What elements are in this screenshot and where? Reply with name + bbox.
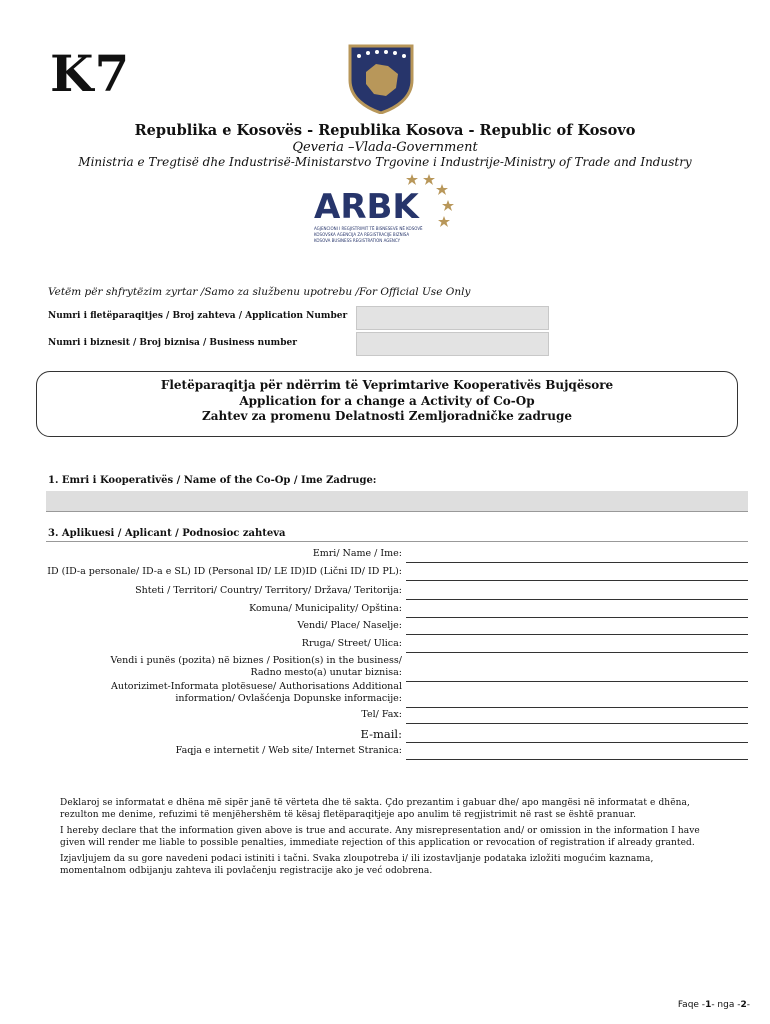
form-code: K7 <box>50 44 131 103</box>
field-label-country: Shteti / Territori/ Country/ Territory/ Država/ Teritorija: <box>135 585 402 596</box>
page-footer <box>678 1000 750 1010</box>
government-header: Qeveria –Vlada-Government <box>292 140 478 155</box>
arbk-line3: KOSOVA BUSINESS REGISTRATION AGENCY <box>314 238 401 243</box>
field-line-name[interactable] <box>406 562 748 563</box>
official-use-note: Vetëm për shfrytëzim zyrtar /Samo za službenu upotrebu /For Official Use Only <box>48 286 471 298</box>
footer-mid: - nga - <box>711 1000 741 1010</box>
footer-page-number: 1 <box>705 1000 712 1010</box>
field-line-tel[interactable] <box>406 723 748 724</box>
coop-name-field[interactable] <box>46 491 748 512</box>
field-label-authorisations-2: information/ Ovlašćenja Dopunske informacije: <box>175 693 402 704</box>
field-line-id[interactable] <box>406 580 748 581</box>
form-title-en: Application for a change a Activity of Co-Op <box>239 393 535 408</box>
arbk-acronym: ARBK <box>314 187 419 227</box>
arbk-logo <box>312 170 462 250</box>
declaration-en: I hereby declare that the information given above is true and accurate. Any misrepresentation and/ or omission in the information I have given will render me liable to possible penalties, immediate rejection of this application or revocation of registration if already granted. <box>60 826 700 848</box>
field-line-municipality[interactable] <box>406 617 748 618</box>
field-label-place: Vendi/ Place/ Naselje: <box>297 620 402 631</box>
field-label-position: Vendi i punës (pozita) në biznes / Position(s) in the business/ <box>110 655 402 666</box>
section1-label: 1. Emri i Kooperativës / Name of the Co-Op / Ime Zadruge: <box>48 475 377 486</box>
declaration <box>60 797 720 881</box>
declaration-sq: Deklaroj se informatat e dhëna më sipër janë të vërteta dhe të sakta. Çdo prezantim i gabuar dhe/ apo mangësi në informatat e dhëna, rezulton me denime, refuzimi të menjëhershëm të kësaj fletëparaqitjeje apo anulim të regjistrimit në rast se është pranuar. <box>60 798 690 820</box>
field-label-tel: Tel/ Fax: <box>361 709 402 720</box>
arbk-line2: KOSOVSKA AGENCIJA ZA REGISTRACIJE BIZNISA <box>314 232 410 237</box>
field-line-street[interactable] <box>406 652 748 653</box>
field-label-municipality: Komuna/ Municipality/ Opština: <box>249 603 402 614</box>
field-label-street: Rruga/ Street/ Ulica: <box>301 638 402 649</box>
field-label-position-2: Radno mesto(a) unutar biznisa: <box>250 667 402 678</box>
republic-header: Republika e Kosovës - Republika Kosova - Republic of Kosovo <box>134 122 636 139</box>
field-line-country[interactable] <box>406 599 748 600</box>
field-label-name: Emri/ Name / Ime: <box>312 548 402 559</box>
declaration-sr: Izjavljujem da su gore navedeni podaci istiniti i tačni. Svaka zloupotreba i/ ili izostavljanje podataka izložiti mogućim kaznama, momentalnom odbijanju zahteva ili povlačenju registracije ako je već odobrena. <box>60 854 654 876</box>
section3-label: 3. Aplikuesi / Aplicant / Podnosioc zahteva <box>48 528 286 539</box>
kosovo-coat-of-arms-icon <box>346 42 416 114</box>
business-number-label: Numri i biznesit / Broj biznisa / Business number <box>48 338 297 348</box>
form-title-box <box>36 371 738 437</box>
field-label-id: ID (ID-a personale/ ID-a e SL) ID (Personal ID/ LE ID)ID (Lični ID/ ID PL): <box>47 566 402 577</box>
application-number-field[interactable] <box>356 306 549 330</box>
field-line-website[interactable] <box>406 759 748 760</box>
footer-suffix: - <box>746 1000 750 1010</box>
field-line-place[interactable] <box>406 634 748 635</box>
form-title-sq: Fletëparaqitja për ndërrim të Veprimtarive Kooperativës Bujqësore <box>160 378 614 392</box>
section-divider <box>46 541 748 542</box>
field-label-email: E-mail: <box>360 727 402 741</box>
field-label-authorisations: Autorizimet-Informata plotësuese/ Authorisations Additional <box>110 681 402 692</box>
arbk-line1: AGJENCIONI I REGJISTRIMIT TË BISNESEVE NË KOSOVË <box>314 226 423 231</box>
application-number-label: Numri i fletëparaqitjes / Broj zahteva / Application Number <box>48 311 348 321</box>
ministry-header: Ministria e Tregtisë dhe Industrisë-Ministarstvo Trgovine i Industrije-Ministry of Trade and Industry <box>78 155 692 169</box>
field-line-authorisations[interactable] <box>406 707 748 708</box>
footer-page-total: 2 <box>740 1000 747 1010</box>
business-number-field[interactable] <box>356 332 549 356</box>
field-line-position[interactable] <box>406 681 748 682</box>
form-title-sr: Zahtev za promenu Delatnosti Zemljoradničke zadruge <box>202 409 572 423</box>
field-line-email[interactable] <box>406 742 748 743</box>
field-label-website: Faqja e internetit / Web site/ Internet Stranica: <box>175 745 402 756</box>
footer-prefix: Faqe - <box>677 1000 706 1010</box>
